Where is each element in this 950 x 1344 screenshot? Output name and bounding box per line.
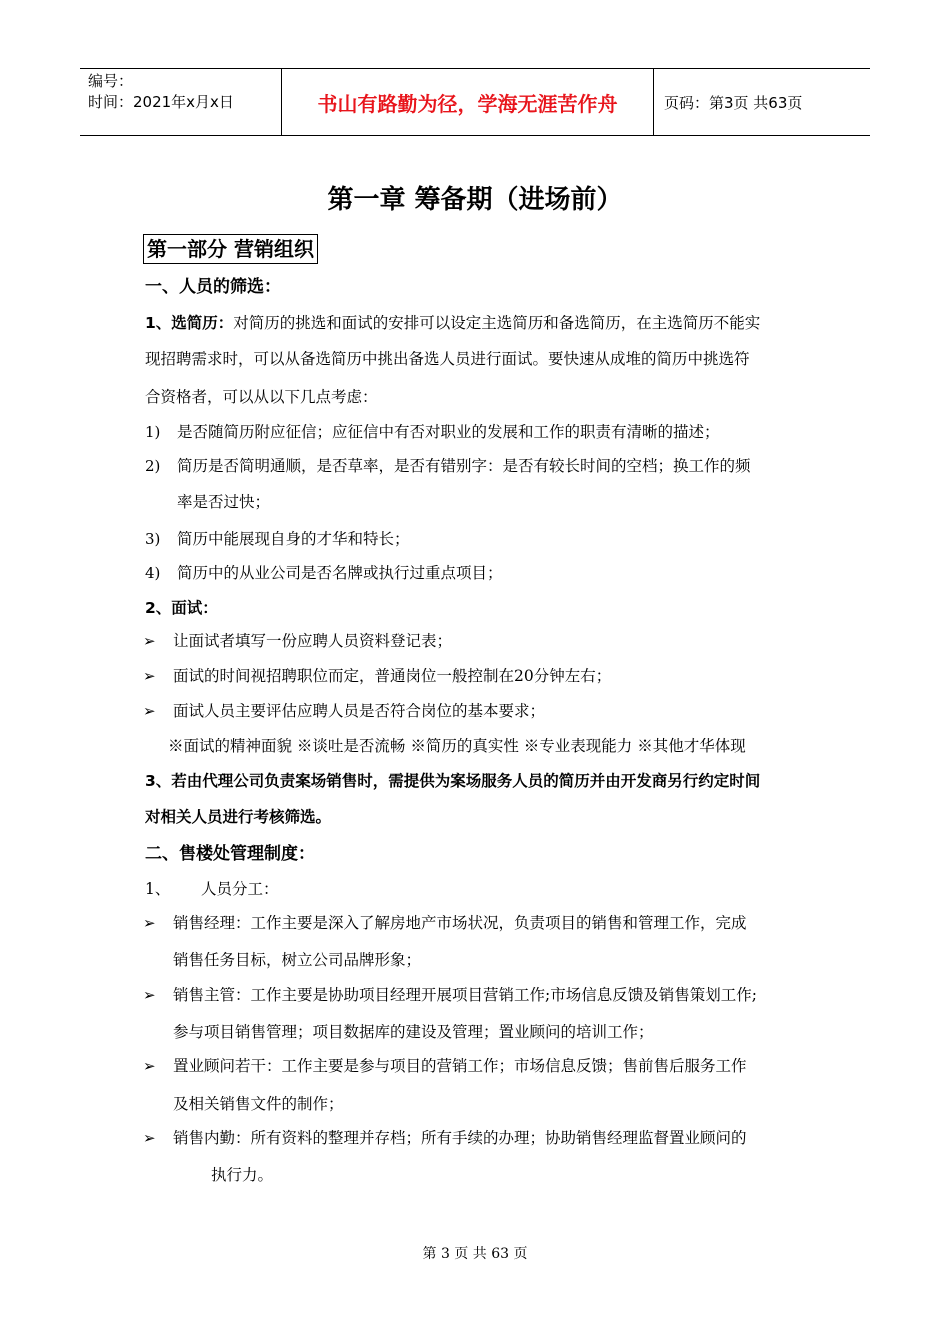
s1-p1-text: 对简历的挑选和面试的安排可以设定主选简历和备选简历，在主选简历不能实	[233, 314, 761, 332]
s1-p1-line1	[145, 312, 760, 334]
s1-p3-line2: 对相关人员进行考核筛选。	[145, 808, 332, 826]
s1-heading: 一、人员的筛选：	[145, 277, 281, 297]
s1-item-2-text: 简历是否简明通顺，是否草率，是否有错别字：是否有较长时间的空档；换工作的频	[177, 457, 751, 475]
s1-item-4-text: 简历中的从业公司是否名牌或执行过重点项目；	[177, 564, 503, 582]
s1-item-3-num: 3)	[145, 530, 161, 548]
header-motto: 书山有路勤为径，学海无涯苦作舟	[281, 69, 654, 135]
s2-bullet-4-line1: 销售内勤：所有资料的整理并存档；所有手续的办理；协助销售经理监督置业顾问的	[173, 1129, 747, 1147]
s1-p1-line2: 现招聘需求时，可以从备选简历中挑出备选人员进行面试。要快速从成堆的简历中挑选符	[145, 350, 750, 368]
s2-heading: 二、售楼处管理制度：	[145, 844, 315, 864]
s2-sub-num: 1、	[145, 880, 171, 898]
s1-item-1-text: 是否随简历附应征信；应征信中有否对职业的发展和工作的职责有清晰的描述；	[177, 423, 720, 441]
s1-p1-lead: 1、选简历：	[145, 314, 234, 332]
header-page-info: 页码：第3页 共63页	[664, 93, 803, 112]
s1-criteria: ※面试的精神面貌 ※谈吐是否流畅 ※简历的真实性 ※专业表现能力 ※其他才华体现	[168, 737, 746, 755]
arrow-bullet-icon: ➢	[143, 1129, 156, 1147]
arrow-bullet-icon: ➢	[143, 986, 156, 1004]
s1-item-3-text: 简历中能展现自身的才华和特长；	[177, 530, 410, 548]
s2-bullet-1-line2: 销售任务目标，树立公司品牌形象；	[173, 951, 422, 969]
header-code-label: 编号：	[88, 72, 134, 90]
page-footer: 第 3 页 共 63 页	[422, 1246, 528, 1262]
s1-item-1-num: 1)	[145, 423, 161, 441]
s1-p1-line3: 合资格者，可以从以下几点考虑：	[145, 388, 378, 406]
s2-bullet-3-line1: 置业顾问若干：工作主要是参与项目的营销工作；市场信息反馈；售前售后服务工作	[173, 1057, 747, 1075]
s2-bullet-2-line2: 参与项目销售管理；项目数据库的建设及管理；置业顾问的培训工作；	[173, 1023, 654, 1041]
s2-sub-title: 人员分工：	[201, 880, 279, 898]
arrow-bullet-icon: ➢	[143, 1057, 156, 1075]
s2-bullet-2-line1: 销售主管：工作主要是协助项目经理开展项目营销工作;市场信息反馈及销售策划工作;	[173, 986, 757, 1004]
s1-item-4-num: 4)	[145, 564, 161, 582]
s1-item-2-num: 2)	[145, 457, 161, 475]
s2-bullet-4-line2: 执行力。	[211, 1166, 274, 1184]
s1-bullet-1: 让面试者填写一份应聘人员资料登记表；	[173, 632, 453, 650]
s2-bullet-1-line1: 销售经理：工作主要是深入了解房地产市场状况，负责项目的销售和管理工作，完成	[173, 914, 747, 932]
page-header	[80, 68, 870, 136]
header-meta	[80, 69, 281, 135]
header-time-label: 时间：2021年x月x日	[88, 93, 234, 111]
s1-p2-lead: 2、面试：	[145, 599, 218, 617]
arrow-bullet-icon: ➢	[143, 667, 156, 685]
s1-item-2-cont: 率是否过快；	[177, 493, 271, 511]
arrow-bullet-icon: ➢	[143, 632, 156, 650]
arrow-bullet-icon: ➢	[143, 702, 156, 720]
chapter-title: 第一章 筹备期（进场前）	[327, 185, 623, 215]
s1-p3-line1: 3、若由代理公司负责案场销售时，需提供为案场服务人员的简历并由开发商另行约定时间	[145, 772, 761, 790]
section-title: 第一部分 营销组织	[143, 234, 318, 264]
arrow-bullet-icon: ➢	[143, 914, 156, 932]
s1-bullet-2: 面试的时间视招聘职位而定，普通岗位一般控制在20分钟左右；	[173, 667, 612, 685]
s1-bullet-3: 面试人员主要评估应聘人员是否符合岗位的基本要求；	[173, 702, 546, 720]
s2-bullet-3-line2: 及相关销售文件的制作；	[173, 1095, 344, 1113]
